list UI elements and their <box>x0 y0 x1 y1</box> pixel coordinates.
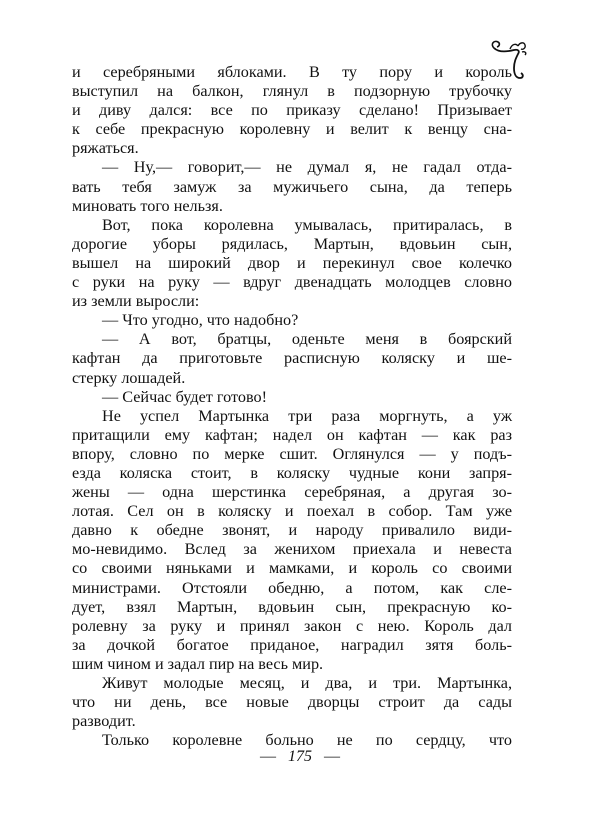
text-line: ролевну за руку и принял закон с нею. Король дал <box>72 616 512 635</box>
text-line: Вот, пока королевна умывалась, притиралась, в <box>102 215 512 234</box>
text-line: впору, словно по мерке сшит. Оглянулся — у подъ- <box>72 444 512 463</box>
text-line: и серебряными яблоками. В ту пору и король <box>72 63 512 81</box>
text-line: с руки на руку — вдруг двенадцать молодцев словно <box>72 273 512 292</box>
text-line: выступил на балкон, глянул в подзорную трубочку <box>72 82 512 101</box>
text-line: за дочкой богатое приданое, наградил зятя боль- <box>72 635 512 654</box>
text-line: стерку лошадей. <box>72 368 186 387</box>
text-line: — Сейчас будет готово! <box>102 387 267 406</box>
text-line: Живут молодые месяц, и два, и три. Мартынка, <box>102 674 512 692</box>
text-line: ряжаться. <box>72 139 139 158</box>
text-line: шим чином и задал пир на весь мир. <box>72 654 324 673</box>
text-line: езда коляска стоит, в коляску чудные кони запря- <box>72 463 512 482</box>
text-line: — Ну,— говорит,— не думал я, не гадал отда- <box>102 158 512 177</box>
text-line: — А вот, братцы, оденьте меня в боярский <box>102 330 512 349</box>
page-number <box>0 748 600 766</box>
text-line: притащили ему кафтан; надел он кафтан — как раз <box>72 425 512 444</box>
text-line: и диву дался: все по приказу сделано! Призывает <box>72 101 512 120</box>
text-line: давно к обедне звонят, и народу привалило види- <box>72 521 512 540</box>
text-line: разводит. <box>72 712 136 731</box>
text-line: министрами. Отстояли обедню, а потом, как сле- <box>72 578 512 597</box>
text-line: дорогие уборы рядилась, Мартын, вдовьин сын, <box>72 234 512 253</box>
page-body <box>72 63 512 750</box>
text-line: вать тебя замуж за мужичьего сына, да теперь <box>72 177 512 196</box>
text-line: кафтан да приготовьте расписную коляску и ше- <box>72 349 512 368</box>
text-line: дует, взял Мартын, вдовьин сын, прекрасную ко- <box>72 597 512 616</box>
folio-dash-right: — <box>324 748 340 765</box>
text-line: — Что угодно, что надобно? <box>102 311 299 330</box>
text-line: со своими няньками и мамками, и король со своими <box>72 559 512 578</box>
text-line: из земли выросли: <box>72 292 200 311</box>
text-line: Только королевне больно не по сердцу, что <box>102 731 512 750</box>
text-line: лотая. Сел он в коляску и поехал в собор. Там уже <box>72 502 512 521</box>
text-line: миновать того нельзя. <box>72 196 223 215</box>
text-line: Не успел Мартынка три раза моргнуть, а уж <box>102 406 512 425</box>
text-line: к себе прекрасную королевну и велит к венцу сна- <box>72 120 512 139</box>
text-line: жены — одна шерстинка серебряная, а другая зо- <box>72 483 512 502</box>
folio-dash-left: — <box>260 748 276 765</box>
text-line: вышел на широкий двор и перекинул свое колечко <box>72 253 512 272</box>
folio-number: 175 <box>288 748 312 765</box>
text-line: мо-невидимо. Вслед за женихом приехала и невеста <box>72 540 512 559</box>
text-line: что ни день, все новые дворцы строит да сады <box>72 693 512 712</box>
